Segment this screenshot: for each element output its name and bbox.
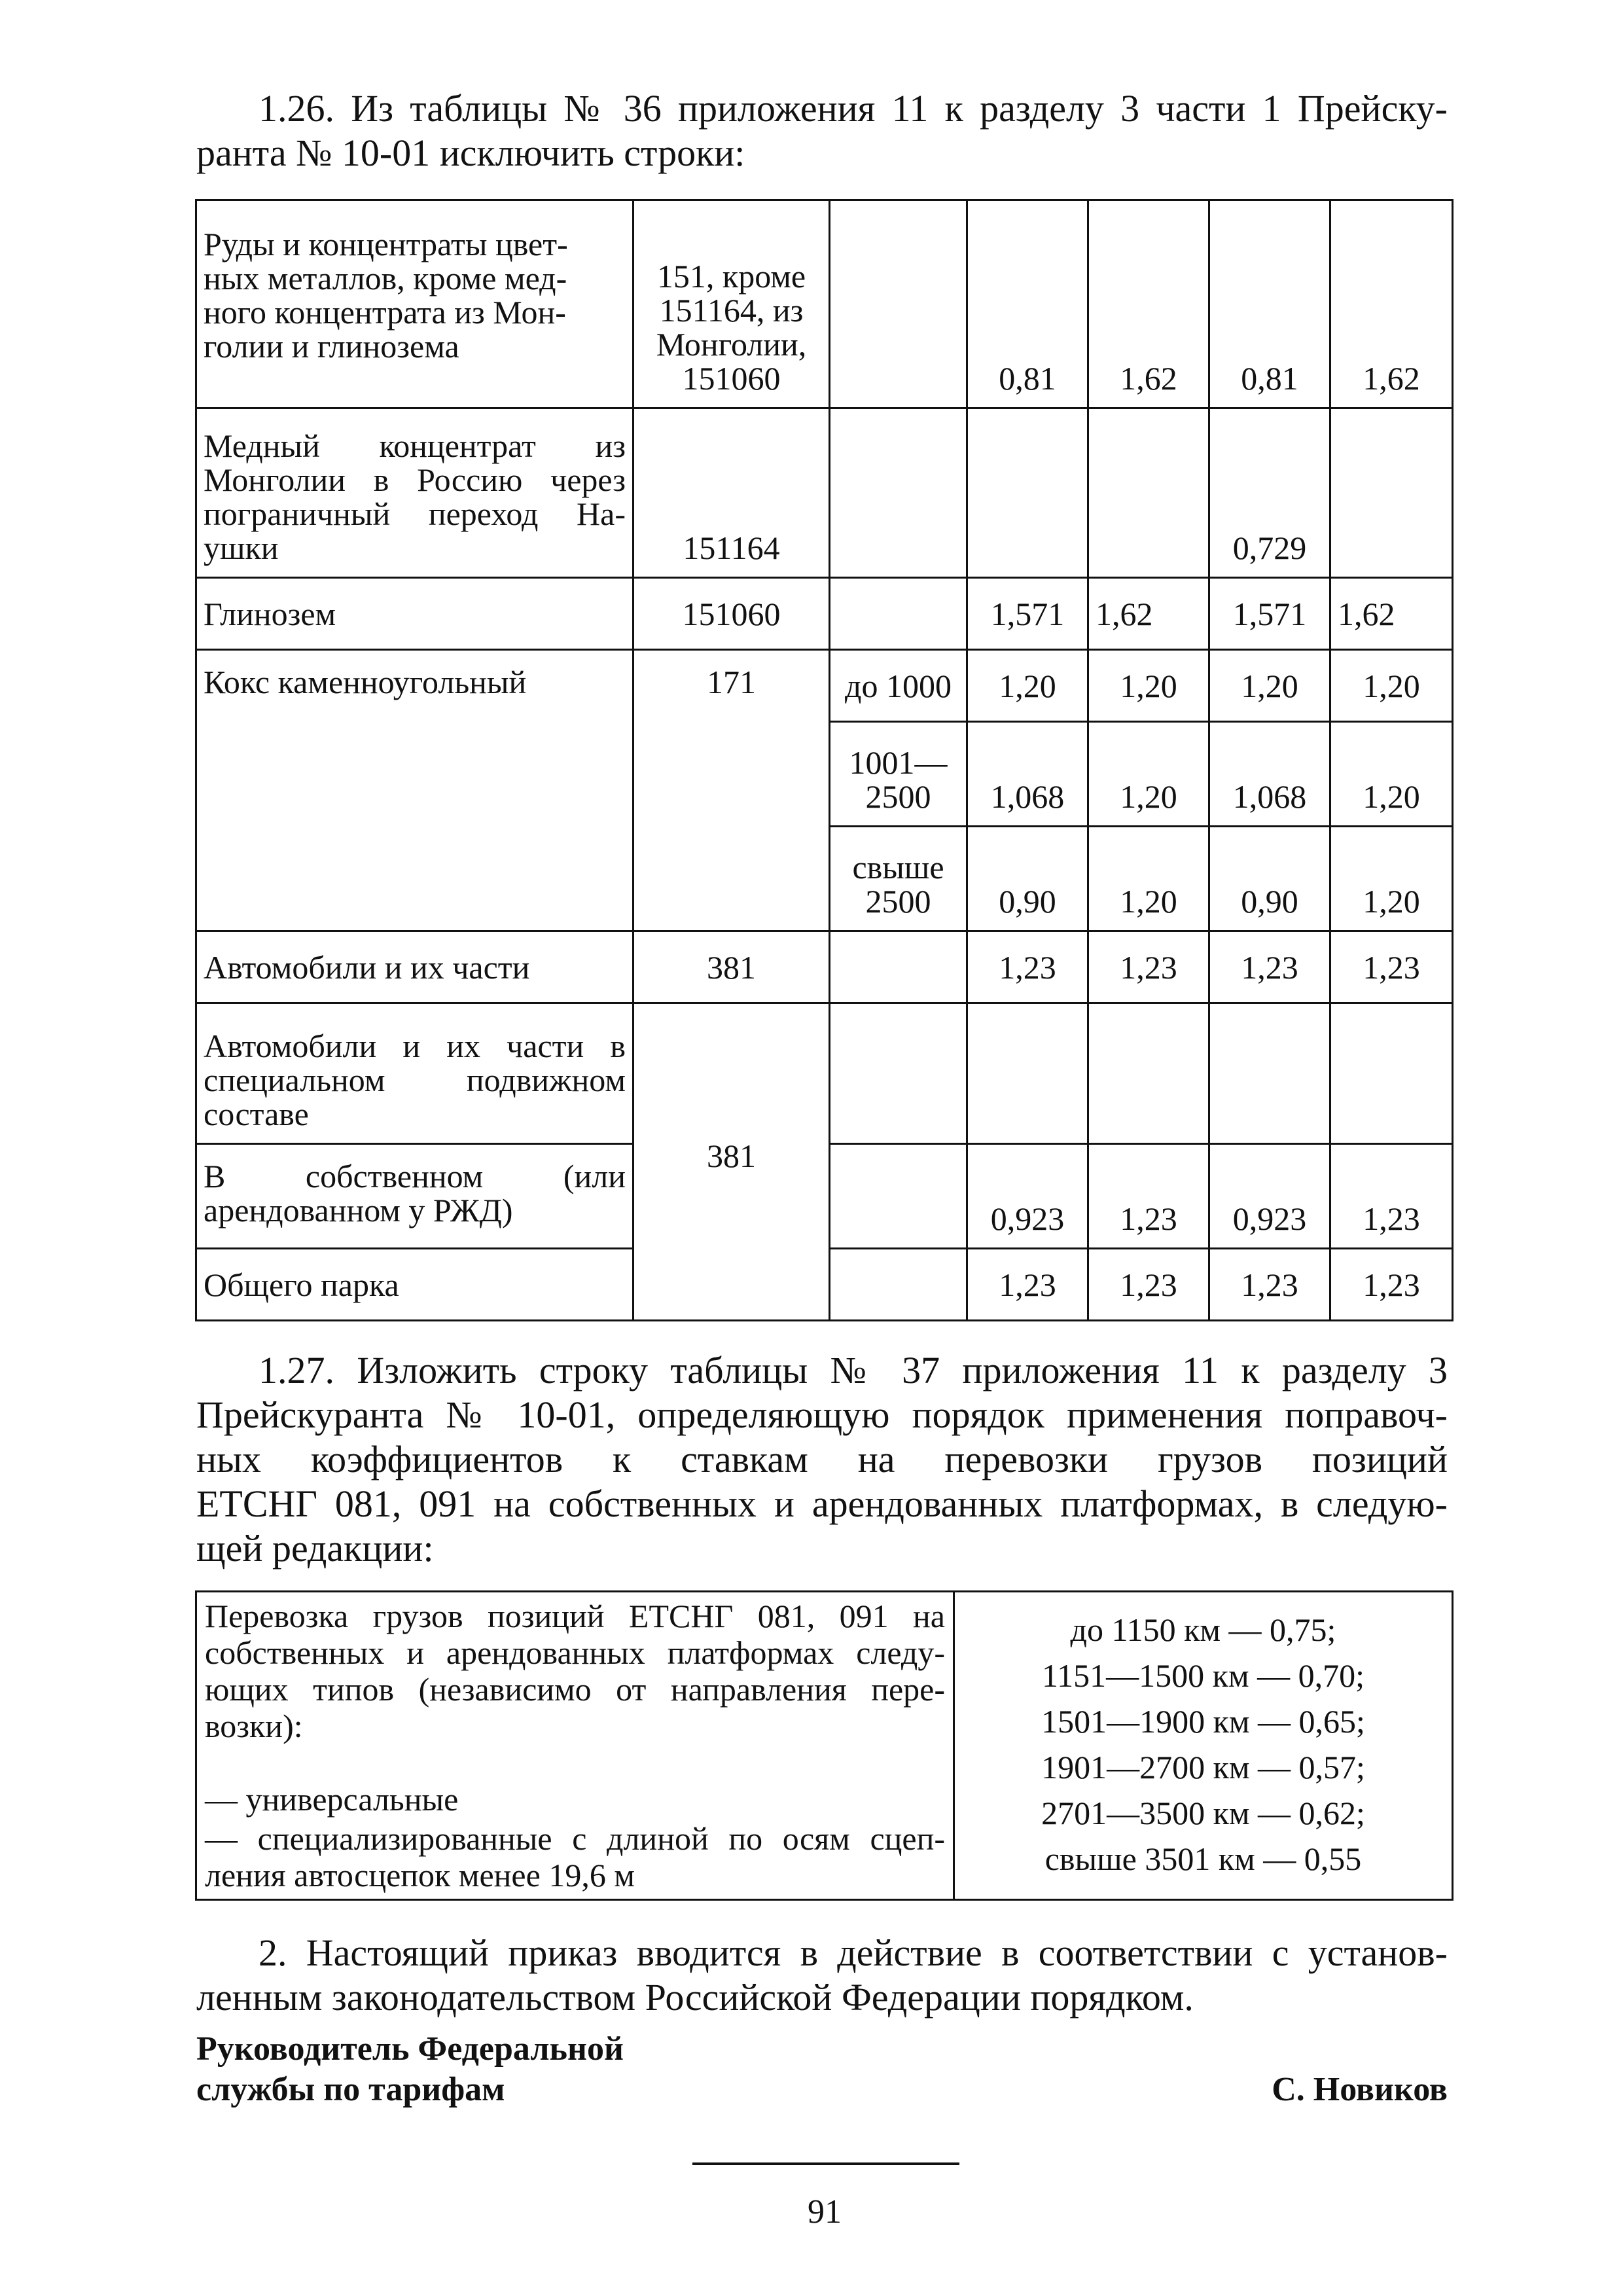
value-cell: 0,90 (1209, 827, 1330, 931)
value-cell: 1,571 (967, 578, 1088, 650)
excluded-rows-table (195, 199, 1454, 1321)
cargo-name-cell: Автомобили и их части (196, 931, 633, 1003)
distance-cell (830, 1144, 967, 1249)
value-cell: 1,20 (1088, 650, 1209, 722)
table-row (196, 578, 1453, 650)
coefficient-line: 1901—2700 км — 0,57; (1041, 1749, 1365, 1785)
cargo-name-cell: Глинозем (196, 578, 633, 650)
value-cell: 1,23 (1088, 931, 1209, 1003)
value-cell: 1,20 (967, 650, 1088, 722)
paragraph-1-26 (196, 86, 1448, 175)
value-cell: 1,068 (967, 722, 1088, 827)
text-line: 1.27. Изложить строку таблицы № 37 приложения 11 к разделу 3 (259, 1349, 1448, 1391)
value-cell: 0,923 (1209, 1144, 1330, 1249)
value-cell (1330, 408, 1453, 578)
distance-cell: свыше 2500 (830, 827, 967, 931)
text-line: 1.26. Из таблицы № 36 приложения 11 к разделу 3 части 1 Прейску- (259, 87, 1448, 130)
value-cell: 1,23 (967, 931, 1088, 1003)
code-cell: 151, кроме 151164, из Монголии, 151060 (633, 200, 830, 408)
text-line: ЕТСНГ 081, 091 на собственных и арендованных платформах, в следую- (196, 1482, 1448, 1525)
text-line: 2. Настоящий приказ вводится в действие в соответствии с установ- (259, 1931, 1448, 1974)
coefficient-line: 1501—1900 км — 0,65; (1041, 1703, 1365, 1740)
value-cell: 1,23 (1209, 931, 1330, 1003)
value-cell: 1,20 (1088, 827, 1209, 931)
value-cell: 1,23 (1330, 931, 1453, 1003)
value-cell: 0,90 (967, 827, 1088, 931)
value-cell: 1,62 (1088, 578, 1209, 650)
value-cell: 1,23 (1088, 1144, 1209, 1249)
text-line: щей редакции: (196, 1527, 434, 1570)
text-line: ленным законодательством Российской Федерации порядком. (196, 1976, 1194, 2018)
text-line: ранта № 10-01 исключить строки: (196, 132, 745, 174)
distance-cell: до 1000 (830, 650, 967, 722)
code-cell: 381 (633, 931, 830, 1003)
cargo-name-cell: Медный концентрат из Монголии в Россию через пограничный переход На- ушки (196, 408, 633, 578)
code-cell: 381 (633, 1003, 830, 1321)
coefficients-cell (954, 1592, 1453, 1900)
coefficient-line: 2701—3500 км — 0,62; (1041, 1795, 1365, 1831)
distance-cell (830, 931, 967, 1003)
code-cell: 151060 (633, 578, 830, 650)
value-cell: 1,068 (1209, 722, 1330, 827)
cargo-name-cell: Общего парка (196, 1249, 633, 1321)
value-cell (1088, 408, 1209, 578)
table-row (196, 1592, 1453, 1900)
paragraph-1-27 (196, 1348, 1448, 1571)
value-cell: 1,20 (1330, 827, 1453, 931)
value-cell (967, 1003, 1088, 1144)
code-cell: 151164 (633, 408, 830, 578)
value-cell (1330, 1003, 1453, 1144)
coefficient-line: до 1150 км — 0,75; (1070, 1611, 1336, 1648)
text-line: ных коэффициентов к ставкам на перевозки грузов позиций (196, 1438, 1448, 1480)
table-row (196, 1003, 1453, 1144)
text-line: Прейскуранта № 10-01, определяющую порядок применения поправоч- (196, 1393, 1448, 1436)
value-cell: 1,62 (1330, 200, 1453, 408)
value-cell: 1,62 (1330, 578, 1453, 650)
value-cell (967, 408, 1088, 578)
value-cell: 0,81 (1209, 200, 1330, 408)
table-row (196, 650, 1453, 722)
page-number: 91 (808, 2193, 842, 2231)
conditions-cell: Перевозка грузов позиций ЕТСНГ 081, 091 на собственных и арендованных платформах следу- ющих типов (независимо от направления пере- возки): — универсальные — специализированные с длиной по осям сцеп- ления автосцепок менее 19,6 м (196, 1592, 954, 1900)
coefficients-table (195, 1590, 1454, 1901)
coefficient-line: 1151—1500 км — 0,70; (1042, 1657, 1364, 1694)
value-cell: 1,571 (1209, 578, 1330, 650)
value-cell: 0,923 (967, 1144, 1088, 1249)
value-cell: 1,23 (967, 1249, 1088, 1321)
signatory-name: С. Новиков (1272, 2071, 1448, 2108)
value-cell: 0,81 (967, 200, 1088, 408)
value-cell: 1,20 (1330, 722, 1453, 827)
cargo-name-cell: Кокс каменноугольный (196, 650, 633, 931)
distance-cell (830, 1003, 967, 1144)
value-cell (1209, 1003, 1330, 1144)
value-cell: 1,20 (1088, 722, 1209, 827)
distance-cell (830, 578, 967, 650)
table-row (196, 931, 1453, 1003)
value-cell: 0,729 (1209, 408, 1330, 578)
value-cell: 1,23 (1330, 1249, 1453, 1321)
signatory-title: Руководитель Федеральной службы по тарифам (196, 2030, 624, 2108)
value-cell: 1,23 (1088, 1249, 1209, 1321)
value-cell: 1,23 (1330, 1144, 1453, 1249)
footer-rule (692, 2162, 959, 2165)
cargo-name-cell: Автомобили и их части в специальном подвижном составе (196, 1003, 633, 1144)
table-row (196, 408, 1453, 578)
value-cell (1088, 1003, 1209, 1144)
cargo-name-cell: Руды и концентраты цвет- ных металлов, кроме мед- ного концентрата из Мон- голии и глинозема (196, 200, 633, 408)
value-cell: 1,62 (1088, 200, 1209, 408)
paragraph-2 (196, 1931, 1448, 2020)
value-cell: 1,20 (1209, 650, 1330, 722)
distance-cell (830, 408, 967, 578)
distance-cell (830, 200, 967, 408)
value-cell: 1,23 (1209, 1249, 1330, 1321)
distance-cell: 1001— 2500 (830, 722, 967, 827)
cargo-name-cell: В собственном (или арендованном у РЖД) (196, 1144, 633, 1249)
value-cell: 1,20 (1330, 650, 1453, 722)
distance-cell (830, 1249, 967, 1321)
code-cell: 171 (633, 650, 830, 931)
coefficient-line: свыше 3501 км — 0,55 (1044, 1840, 1362, 1877)
table-row (196, 200, 1453, 408)
